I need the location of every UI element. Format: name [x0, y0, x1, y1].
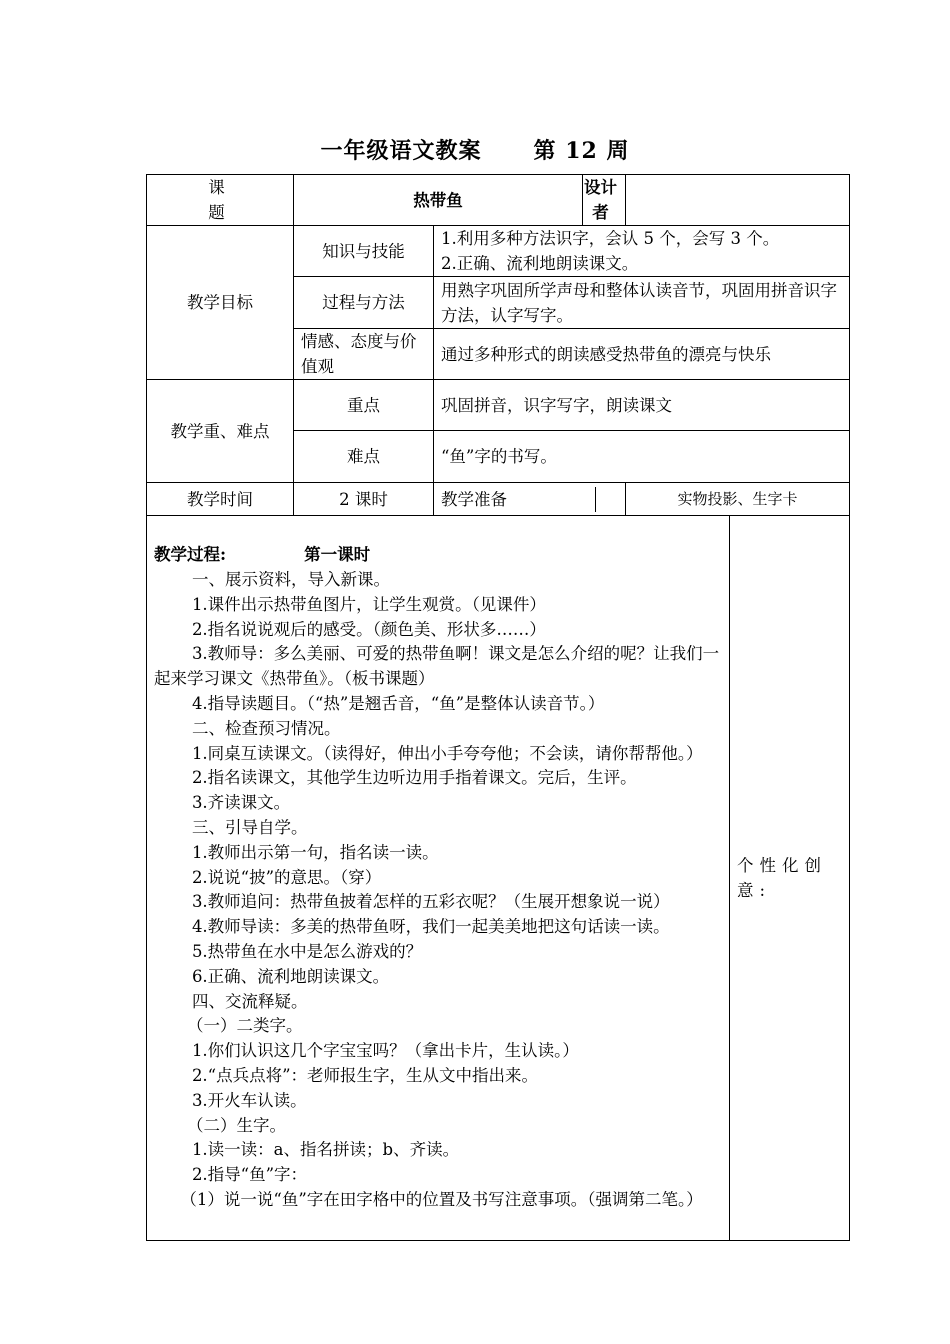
process-line: （1）说一说“鱼”字在田字格中的位置及书写注意事项。（强调第二笔。）	[180, 1189, 703, 1209]
goal-emotion: 通过多种形式的朗读感受热带鱼的漂亮与快乐	[434, 329, 850, 380]
goal-label-knowledge: 知识与技能	[294, 226, 434, 277]
process-line: 2.“点兵点将”：老师报生字，生从文中指出来。	[191, 1065, 539, 1085]
goal-knowledge	[434, 226, 850, 277]
session-label: 第一课时	[304, 545, 371, 565]
designer-label: 设计者	[584, 178, 617, 222]
process-line: 2.指名说说观后的感受。（颜色美、形状多……）	[191, 619, 546, 639]
prep-value: 实物投影、生字卡	[626, 483, 850, 516]
process-line: 1.教师出示第一句，指名读一读。	[191, 842, 439, 862]
process-line: 三、引导自学。	[191, 818, 308, 837]
process-line: 2.指名读课文，其他学生边听边用手指着课文。完后，生评。	[191, 768, 637, 788]
topic-value-cell	[294, 175, 626, 226]
side-notes: 个性化创意:	[730, 516, 850, 1241]
process-line: 2.指导“鱼”字：	[191, 1165, 308, 1185]
process-line: 5.热带鱼在水中是怎么游戏的？	[191, 941, 423, 961]
time-label: 教学时间	[147, 483, 294, 516]
process-label: 教学过程:	[154, 545, 227, 565]
prep-cell	[434, 483, 626, 516]
lesson-plan-table	[146, 174, 850, 1241]
key-value: 巩固拼音，识字写字，朗读课文	[434, 380, 850, 431]
process-line: 2.说说“披”的意思。（穿）	[191, 867, 382, 887]
process-line: 3.齐读课文。	[191, 793, 291, 813]
difficulty-value: “鱼”字的书写。	[434, 431, 850, 483]
goal-knowledge-line: 1.利用多种方法识字，会认 5 个，会写 3 个。	[441, 229, 780, 248]
process-line: 3.开火车认读。	[191, 1090, 307, 1110]
prep-spacer	[596, 487, 626, 512]
process-line: 1.你们认识这几个字宝宝吗？（拿出卡片，生认读。）	[191, 1041, 579, 1061]
goal-label-emotion: 情感、态度与价值观	[294, 329, 434, 380]
key-label: 重点	[294, 380, 434, 431]
process-line: 6.正确、流利地朗读课文。	[191, 966, 390, 986]
title-left: 一年级语文教案	[320, 138, 482, 164]
focus-label: 教学重、难点	[147, 380, 294, 483]
process-line: 1.课件出示热带鱼图片，让学生观赏。（见课件）	[191, 594, 546, 614]
time-value: 2 课时	[294, 483, 434, 516]
process-line: 3.教师追问：热带鱼披着怎样的五彩衣呢？（生展开想象说一说）	[191, 892, 670, 912]
goal-process: 用熟字巩固所学声母和整体认读音节，巩固用拼音识字方法，认字写字。	[434, 277, 850, 329]
process-heading	[154, 543, 722, 568]
title-week: 第 12 周	[533, 138, 630, 164]
process-line: 1.同桌互读课文。（读得好，伸出小手夸夸他；不会读，请你帮帮他。）	[191, 743, 703, 763]
process-line: 二、检查预习情况。	[191, 718, 341, 738]
process-line: 一、展示资料，导入新课。	[191, 570, 390, 590]
designer-value	[626, 175, 850, 226]
process-line: 3.教师导：多么美丽、可爱的热带鱼啊！课文是怎么介绍的呢？让我们一起来学习课文《热带鱼》。（板书课题）	[154, 644, 720, 689]
goal-knowledge-line: 2.正确、流利地朗读课文。	[441, 254, 639, 273]
goals-label: 教学目标	[147, 226, 294, 380]
process-line: 4.指导读题目。（“热”是翘舌音，“鱼”是整体认读音节。）	[191, 694, 605, 714]
goal-label-process: 过程与方法	[294, 277, 434, 329]
process-cell	[147, 516, 730, 1241]
process-line: 1.读一读：a、指名拼读；b、齐读。	[191, 1140, 460, 1160]
process-line: 四、交流释疑。	[191, 991, 308, 1011]
page-title	[0, 134, 950, 165]
process-line: （二）生字。	[187, 1115, 286, 1135]
difficulty-label: 难点	[294, 431, 434, 483]
topic-label: 课 题	[147, 175, 294, 226]
process-line: （一）二类字。	[187, 1016, 303, 1036]
prep-label: 教学准备	[434, 487, 596, 512]
topic-value: 热带鱼	[294, 175, 583, 225]
process-line: 4.教师导读：多美的热带鱼呀，我们一起美美地把这句话读一读。	[191, 917, 670, 937]
